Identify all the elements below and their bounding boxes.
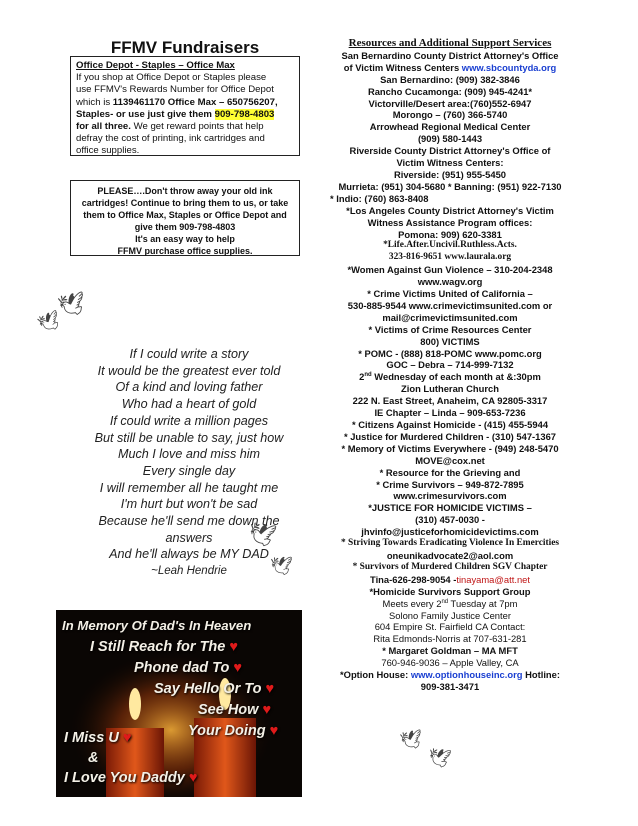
resource-line bbox=[330, 383, 570, 395]
resource-line bbox=[330, 86, 570, 98]
rewards-text: We get reward points that help bbox=[130, 121, 264, 133]
resource-text: * Citizens Against Homicide - (415) 455-5944 bbox=[351, 419, 549, 430]
resource-line bbox=[330, 300, 570, 312]
resource-email-link[interactable]: tinayama@att.net bbox=[456, 573, 530, 585]
resource-text: Riverside County District Attorney's Office of bbox=[349, 145, 551, 157]
poem-line: If could write a million pages bbox=[109, 413, 269, 428]
memorial-image bbox=[56, 610, 302, 797]
rewards-text: Staples- or use just give them bbox=[76, 108, 215, 120]
memorial-text: I Still Reach for The bbox=[90, 639, 226, 655]
resource-line bbox=[330, 395, 570, 407]
resource-text: mail@crimevictimsunited.com bbox=[382, 311, 518, 323]
ink-cartridge-box bbox=[70, 180, 300, 256]
resource-text: * Memory of Victims Everywhere - (949) 248-5470 bbox=[341, 442, 559, 454]
resource-line bbox=[330, 562, 570, 574]
resource-text: 800) VICTIMS bbox=[420, 335, 480, 347]
resource-line bbox=[330, 538, 570, 550]
resource-line bbox=[330, 371, 570, 383]
rewards-text: for all three. bbox=[76, 121, 131, 133]
resource-line bbox=[330, 669, 570, 681]
resource-line bbox=[330, 502, 570, 514]
resource-text: *Los Angeles County District Attorney's Victim bbox=[346, 204, 554, 216]
resource-text: www.crimesurvivors.com bbox=[393, 490, 507, 502]
resource-line bbox=[330, 610, 570, 622]
resource-text: oneunikadvocate2@aol.com bbox=[386, 549, 514, 561]
resource-line bbox=[330, 348, 570, 360]
resource-line bbox=[330, 62, 570, 74]
resource-text: * Victims of Crime Resources Center bbox=[368, 323, 532, 335]
ink-text: It's an easy way to help bbox=[135, 234, 235, 244]
memorial-text: Say Hello Or To bbox=[154, 681, 262, 697]
ink-text: PLEASE….Don't throw away your old ink bbox=[97, 186, 273, 196]
resource-text: IE Chapter – Linda – 909-653-7236 bbox=[374, 407, 526, 419]
resource-line bbox=[330, 109, 570, 121]
poem-line: answers bbox=[165, 530, 213, 545]
memorial-text: See How bbox=[198, 702, 259, 718]
resource-line bbox=[330, 121, 570, 133]
resource-text: * Survivors of Murdered Children SGV Chapter bbox=[352, 561, 548, 572]
resource-text: of Victim Witness Centers bbox=[343, 61, 462, 73]
heart-icon: ♥ bbox=[262, 702, 272, 718]
resource-text: * POMC - (888) 818-POMC www.pomc.org bbox=[358, 347, 542, 359]
memorial-text: & bbox=[88, 750, 99, 766]
resource-text: *Option House: bbox=[340, 669, 411, 681]
ink-text: FFMV purchase office supplies. bbox=[117, 246, 253, 256]
resource-text: (909) 580-1443 bbox=[417, 133, 483, 145]
resource-line bbox=[330, 240, 570, 252]
resource-text: * Crime Survivors – 949-872-7895 bbox=[376, 478, 524, 490]
resource-text: Victim Witness Centers: bbox=[396, 157, 504, 169]
resource-text: * Resource for the Grieving and bbox=[379, 466, 521, 478]
rewards-text: If you shop at Office Depot or Staples please bbox=[76, 72, 267, 84]
resource-line bbox=[330, 157, 570, 169]
resource-line bbox=[330, 657, 570, 669]
memorial-text: I Miss U bbox=[64, 730, 119, 746]
resource-text: Tina-626-298-9054 - bbox=[370, 573, 457, 585]
resource-line bbox=[330, 193, 570, 205]
poem-line: If I could write a story bbox=[129, 347, 249, 361]
resource-line bbox=[330, 288, 570, 300]
rewards-text: which is bbox=[76, 96, 113, 108]
heart-icon: ♥ bbox=[229, 639, 238, 655]
heart-icon: ♥ bbox=[269, 723, 279, 739]
resource-line bbox=[330, 431, 570, 443]
resource-line bbox=[330, 419, 570, 431]
poem-line: Who had a heart of gold bbox=[121, 397, 257, 412]
page-title: FFMV Fundraisers bbox=[110, 38, 260, 57]
rewards-text: defray the cost of printing, ink cartridges and bbox=[76, 133, 265, 145]
resource-line bbox=[330, 526, 570, 538]
resource-text: 909-381-3471 bbox=[420, 680, 480, 692]
resource-line bbox=[330, 514, 570, 526]
resource-text: Morongo – (760) 366-5740 bbox=[392, 109, 508, 121]
ink-text: give them 909-798-4803 bbox=[134, 222, 236, 232]
ink-text: them to Office Max, Staples or Office Depot and bbox=[83, 210, 287, 220]
memorial-text: Your Doing bbox=[188, 723, 266, 739]
office-supply-rewards-box bbox=[70, 56, 300, 156]
resources-list bbox=[330, 50, 570, 693]
dove-icon: 🕊 bbox=[398, 728, 425, 752]
resources-column bbox=[330, 38, 570, 693]
poem-line: I will remember all he taught me bbox=[99, 480, 279, 495]
resource-line bbox=[330, 98, 570, 110]
resources-heading: Resources and Additional Support Services bbox=[348, 37, 552, 49]
resource-line bbox=[330, 490, 570, 502]
resource-link[interactable]: www.sbcountyda.org bbox=[461, 61, 557, 73]
resource-line bbox=[330, 407, 570, 419]
resource-text: * Striving Towards Eradicating Violence In Emercities bbox=[340, 538, 560, 549]
resource-line bbox=[330, 550, 570, 562]
resource-text: *Homicide Survivors Support Group bbox=[369, 585, 531, 597]
resource-line bbox=[330, 586, 570, 598]
poem bbox=[74, 346, 304, 580]
resource-text: San Bernardino: (909) 382-3846 bbox=[380, 73, 520, 85]
dove-icon: 🕊 bbox=[426, 746, 453, 770]
resource-text: 760-946-9036 – Apple Valley, CA bbox=[381, 657, 519, 669]
dove-icon: 🕊 bbox=[55, 289, 88, 320]
resource-line bbox=[330, 598, 570, 610]
resource-line bbox=[330, 169, 570, 181]
resource-line bbox=[330, 479, 570, 491]
rewards-heading: Office Depot - Staples – Office Max bbox=[76, 60, 235, 71]
resource-line bbox=[330, 181, 570, 193]
resource-text: (310) 457-0030 - bbox=[415, 514, 485, 526]
resource-line bbox=[330, 443, 570, 455]
resource-line bbox=[330, 455, 570, 467]
resource-line bbox=[330, 633, 570, 645]
heart-icon: ♥ bbox=[233, 660, 242, 676]
resource-text: * Indio: (760) 863-8408 bbox=[330, 192, 429, 204]
resource-line bbox=[330, 276, 570, 288]
resource-line bbox=[330, 621, 570, 633]
resource-line bbox=[330, 252, 570, 264]
ink-text: cartridges! Continue to bring them to us, or take bbox=[81, 198, 289, 208]
resource-line bbox=[330, 359, 570, 371]
resource-text: Victorville/Desert area:(760)552-6947 bbox=[368, 97, 532, 109]
resource-text: 604 Empire St. Fairfield CA Contact: bbox=[374, 621, 526, 633]
heart-icon: ♥ bbox=[122, 730, 132, 746]
resource-line bbox=[330, 336, 570, 348]
resource-line bbox=[330, 324, 570, 336]
memorial-text: I Love You Daddy bbox=[64, 770, 185, 786]
resource-text: Riverside: (951) 955-5450 bbox=[393, 168, 507, 180]
dove-icon: 🕊 bbox=[246, 519, 278, 550]
dove-icon: 🕊 bbox=[270, 556, 293, 576]
resource-text: Solono Family Justice Center bbox=[389, 609, 511, 621]
poem-line: And he'll always be MY DAD bbox=[109, 547, 269, 562]
resource-text: Pomona: 909) 620-3381 bbox=[398, 228, 502, 240]
poem-line: Much I love and miss him bbox=[117, 447, 261, 462]
rewards-text: use FFMV's Rewards Number for Office Depot bbox=[76, 84, 274, 96]
resource-text: * Margaret Goldman – MA MFT bbox=[382, 645, 518, 657]
resource-text: Murrieta: (951) 304-5680 * Banning: (951) 922-7130 bbox=[338, 180, 562, 192]
rewards-phone-highlight: 909-798-4803 bbox=[214, 108, 275, 120]
resource-text: Rita Edmonds-Norris at 707-631-281 bbox=[373, 633, 527, 645]
resource-link[interactable]: www.optionhouseinc.org bbox=[410, 669, 523, 681]
dove-icon: 🕊 bbox=[35, 308, 64, 336]
resource-text: GOC – Debra – 714-999-7132 bbox=[386, 359, 514, 371]
resource-text: Arrowhead Regional Medical Center bbox=[369, 121, 531, 133]
resource-line bbox=[330, 467, 570, 479]
poem-line: Of a kind and loving father bbox=[115, 380, 263, 395]
resource-text: jhvinfo@justiceforhomicidevictims.com bbox=[361, 526, 539, 538]
resource-text: Hotline: bbox=[522, 669, 560, 681]
poem-line: I'm hurt but won't be sad bbox=[120, 497, 258, 512]
resource-text: * Crime Victims United of California – bbox=[367, 288, 533, 300]
poem-line: Because he'll send me down the bbox=[98, 514, 280, 529]
resource-line bbox=[330, 264, 570, 276]
resource-text: Rancho Cucamonga: (909) 945-4241* bbox=[367, 85, 533, 97]
resource-text: www.wagv.org bbox=[417, 276, 483, 288]
resource-text: 2nd Wednesday of each month at &:30pm bbox=[359, 371, 541, 383]
resource-line bbox=[330, 681, 570, 693]
poem-line: Every single day bbox=[142, 463, 236, 478]
resource-line bbox=[330, 74, 570, 86]
resource-line bbox=[330, 645, 570, 657]
heart-icon: ♥ bbox=[188, 770, 198, 786]
resource-text: Witness Assistance Program offices: bbox=[367, 216, 533, 228]
resource-line bbox=[330, 205, 570, 217]
memorial-text: Phone dad To bbox=[134, 660, 230, 676]
poem-line: It would be the greatest ever told bbox=[97, 363, 281, 378]
resource-line bbox=[330, 133, 570, 145]
resource-text: *Life.After.Uncivil.Ruthless.Acts. bbox=[383, 240, 517, 251]
resource-line bbox=[330, 229, 570, 241]
resource-text: San Bernardino County District Attorney's Office bbox=[341, 49, 559, 61]
resource-text: 530-885-9544 www.crimevictimsunited.com or bbox=[347, 299, 553, 311]
resource-line bbox=[330, 217, 570, 229]
resource-text: * Justice for Murdered Children - (310) 547-1367 bbox=[343, 430, 557, 442]
resource-text: MOVE@cox.net bbox=[415, 454, 485, 466]
resource-line bbox=[330, 50, 570, 62]
memorial-text: In Memory Of Dad's In Heaven bbox=[62, 618, 252, 633]
rewards-text: office supplies. bbox=[76, 145, 140, 157]
resource-text: 222 N. East Street, Anaheim, CA 92805-3317 bbox=[352, 395, 548, 407]
resource-text: *JUSTICE FOR HOMICIDE VICTIMS – bbox=[368, 502, 532, 514]
resource-text: *Women Against Gun Violence – 310-204-2348 bbox=[347, 264, 553, 276]
resource-line bbox=[330, 145, 570, 157]
resource-line bbox=[330, 574, 570, 586]
rewards-numbers: 1139461170 Office Max – 650756207, bbox=[112, 96, 278, 108]
resource-text: Zion Lutheran Church bbox=[401, 383, 499, 395]
resource-text: 323-816-9651 www.laurala.org bbox=[388, 252, 512, 263]
resource-line bbox=[330, 312, 570, 324]
poem-author: ~Leah Hendrie bbox=[151, 565, 227, 578]
heart-icon: ♥ bbox=[265, 681, 275, 697]
poem-line: But still be unable to say, just how bbox=[94, 430, 284, 445]
resource-text: Meets every 2nd Tuesday at 7pm bbox=[382, 597, 518, 609]
